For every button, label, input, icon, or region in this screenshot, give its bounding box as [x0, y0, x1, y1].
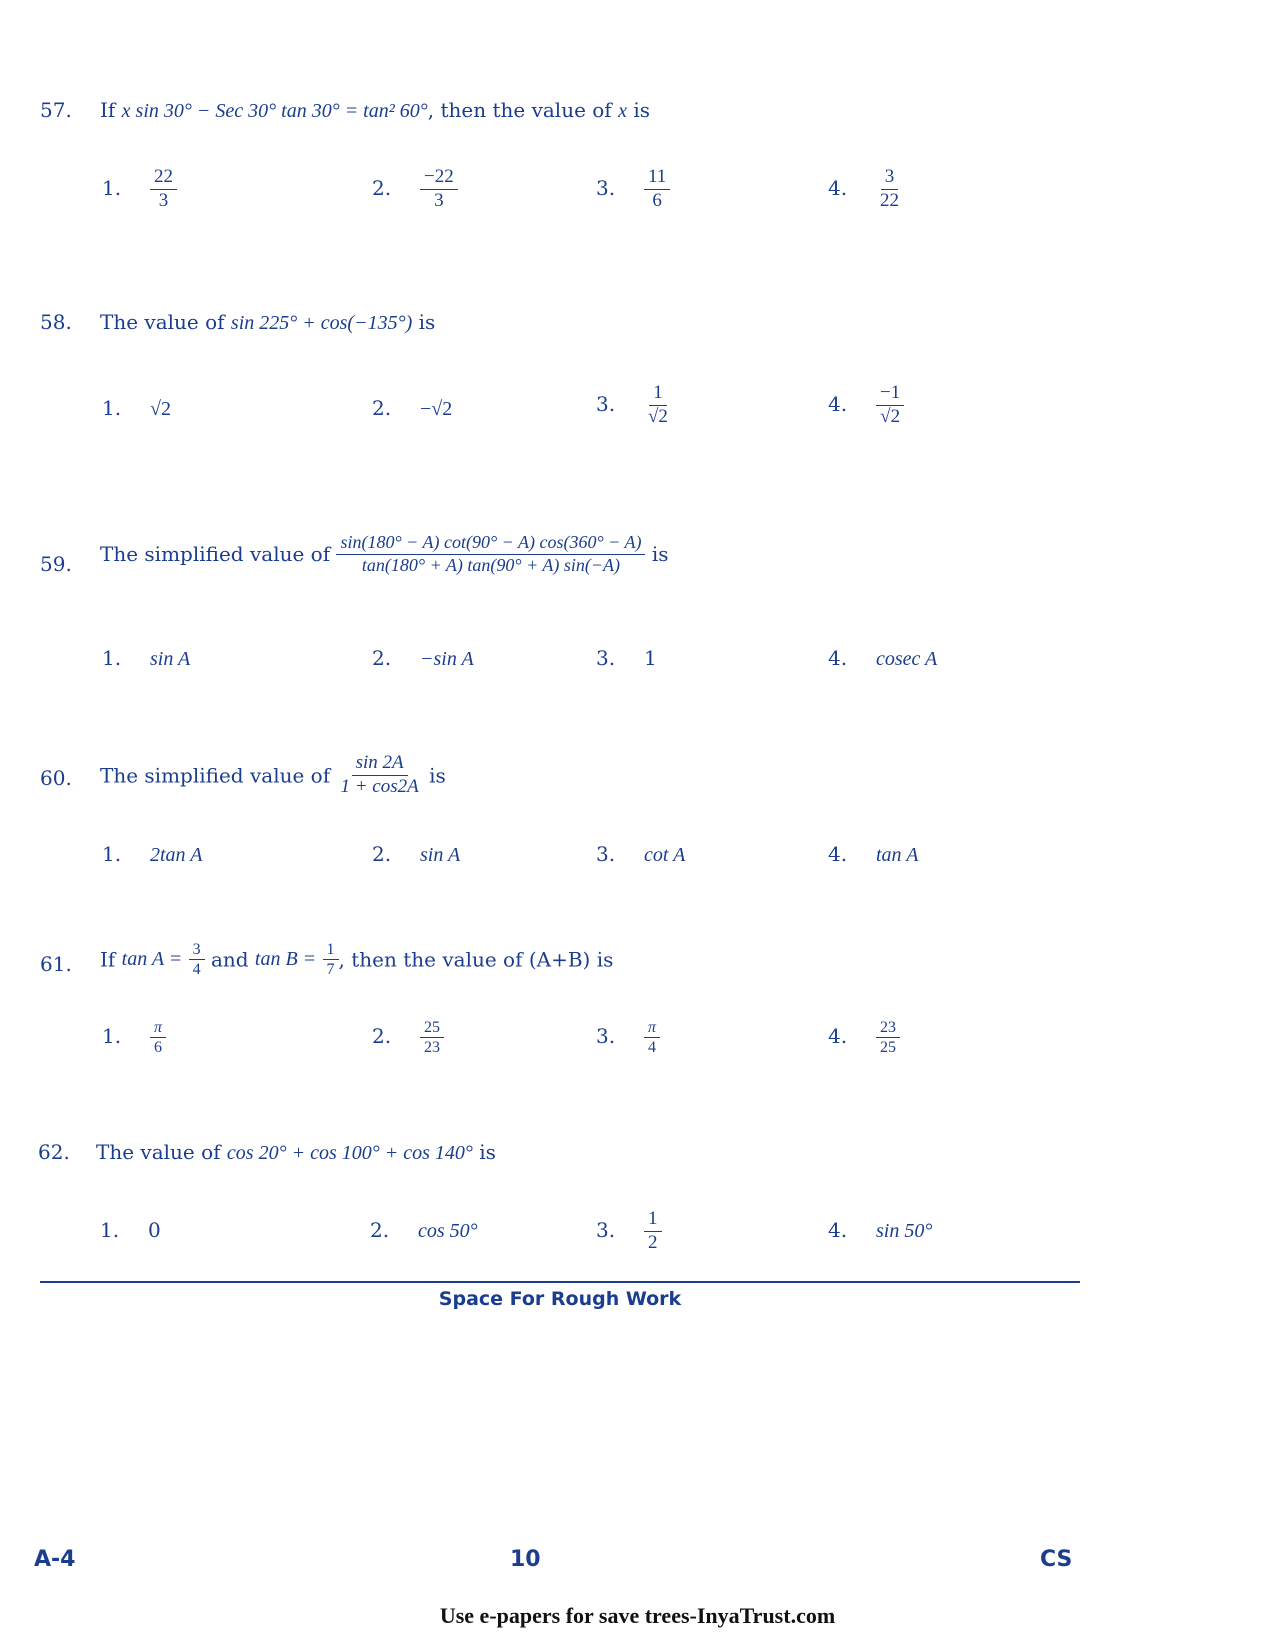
question-text: If x sin 30° − Sec 30° tan 30° = tan² 60°, then the value of x is — [100, 98, 650, 122]
fraction: $\frac{3}{4}$ — [189, 940, 205, 979]
fraction: $\frac{1}{7}$ — [323, 940, 339, 979]
fraction: $\frac{\sin 2A}{1 + \cos 2A}$ — [340, 752, 419, 797]
option-2[interactable]: 2. −sin A — [372, 646, 474, 670]
option-1[interactable]: 1. 0 — [100, 1218, 161, 1242]
option-2[interactable]: 2. $\frac{25}{23}$ — [372, 1018, 444, 1057]
option-4[interactable]: 4. $\frac{-1}{√2}$ — [828, 382, 904, 429]
option-3[interactable]: 3. $\frac{1}{2}$ — [596, 1208, 662, 1255]
option-4[interactable]: 4. sin 50° — [828, 1218, 933, 1242]
footer-left: A-4 — [34, 1547, 76, 1572]
option-3[interactable]: 3. $\frac{1}{√2}$ — [596, 382, 668, 427]
option-3[interactable]: 3. cot A — [596, 842, 686, 866]
question-number: 61. — [40, 952, 72, 976]
math-expression: cos 20° + cos 100° + cos 140° — [226, 1142, 473, 1164]
option-4[interactable]: 4. cosec A — [828, 646, 938, 670]
option-4[interactable]: 4. $\frac{23}{25}$ — [828, 1018, 900, 1057]
option-4[interactable]: 4. $\frac{3}{22}$ — [828, 166, 899, 211]
option-3[interactable]: 3. $\frac{11}{6}$ — [596, 166, 670, 213]
fraction: $\frac{\sin(180^\circ - A) \cot(90^\circ - A) \cos(360^\circ - A)}{\tan(180^\circ + A) \tan(90^\circ + A) \sin(-A)}$ — [336, 532, 645, 576]
option-1[interactable]: 1. √2 — [102, 396, 171, 420]
option-3[interactable]: 3. $\frac{\pi}{4}$ — [596, 1018, 660, 1057]
question-number: 59. — [40, 552, 72, 576]
option-2[interactable]: 2. sin A — [372, 842, 461, 866]
math-expression: x sin 30° − Sec 30° tan 30° = tan² 60° — [121, 100, 428, 122]
option-3[interactable]: 3. 1 — [596, 646, 657, 670]
page-number: 10 — [510, 1547, 541, 1572]
footer-right: CS — [1040, 1547, 1073, 1572]
math-expression: sin 225° + cos(−135°) — [230, 312, 413, 334]
question-number: 58. — [40, 310, 72, 334]
option-1[interactable]: 1. sin A — [102, 646, 191, 670]
question-text: The value of cos 20° + cos 100° + cos 140° is — [96, 1140, 496, 1164]
option-2[interactable]: 2. $\frac{-22}{3}$ — [372, 166, 458, 213]
option-1[interactable]: 1. 2tan A — [102, 842, 203, 866]
option-1[interactable]: 1. $\frac{\pi}{6}$ — [102, 1018, 166, 1057]
question-text: If tan A = $\frac{3}{4}$ and tan B = $\frac{1}{7}$ , then the value of (A+B) is — [100, 941, 614, 979]
question-text: The value of sin 225° + cos(−135°) is — [100, 310, 436, 334]
option-2[interactable]: 2. −√2 — [372, 396, 453, 420]
rough-work-label: Space For Rough Work — [438, 1288, 682, 1310]
option-4[interactable]: 4. tan A — [828, 842, 919, 866]
question-number: 60. — [40, 766, 72, 790]
question-number: 62. — [38, 1140, 70, 1164]
footer-note: Use e-papers for save trees-InyaTrust.com — [439, 1603, 836, 1628]
option-2[interactable]: 2. cos 50° — [370, 1218, 478, 1242]
question-text: The simplified value of $\frac{\sin 2A}{1 + \cos 2A}$ is — [100, 752, 446, 797]
divider — [40, 1281, 1080, 1283]
question-number: 57. — [40, 98, 72, 122]
option-1[interactable]: 1. $\frac{22}{3}$ — [102, 166, 177, 213]
question-text: The simplified value of $\frac{\sin(180^\circ - A) \cot(90^\circ - A) \cos(360^\circ - A)}{\tan(180^\circ + A) \tan(90^\circ + A) \sin(-A)}$ is — [100, 532, 669, 575]
